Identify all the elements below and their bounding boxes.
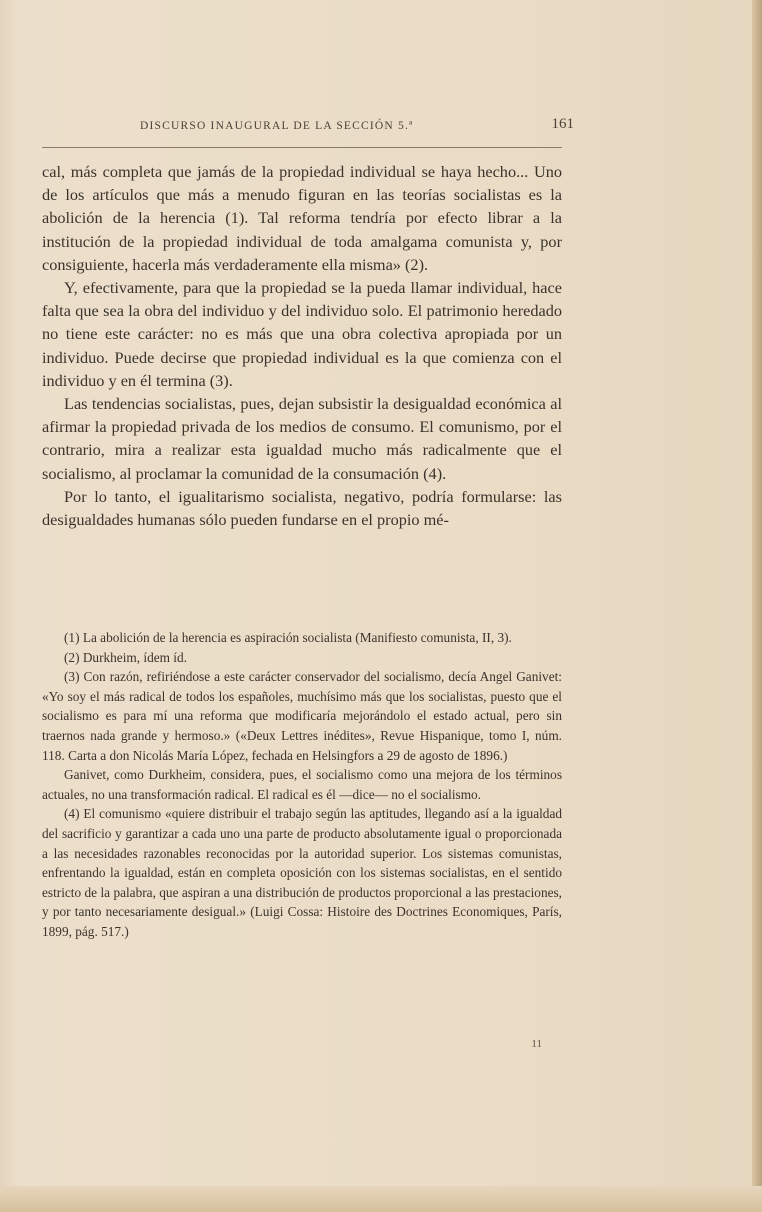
page-edge-right (752, 0, 762, 1212)
paragraph: cal, más completa que jamás de la propiedad individual se haya hecho... Uno de los artículos que más a menudo figuran en las teorías socialistas es la abolición de la herencia (1). Tal reforma tendría por efecto librar a la institución de la propiedad individual de toda amalgama comunista y, por consiguiente, hacerla más verdaderamente ella misma» (2). (42, 162, 562, 274)
footnote: (3) Con razón, refiriéndose a este carácter conservador del socialismo, decía Angel Ganivet: «Yo soy el más radical de todos los españoles, muchísimo más que los socialistas, puesto que el socialismo es para mí una reforma que modificaría mejorándolo el estado actual, pero sin traernos nada grande y hermoso.» («Deux Lettres inédites», Revue Hispanique, tomo I, núm. 118. Carta a don Nicolás María López, fechada en Helsingfors a 29 de agosto de 1896.) (42, 669, 562, 763)
paragraph: Y, efectivamente, para que la propiedad se la pueda llamar individual, hace falta que sea la obra del individuo y del individuo solo. El patrimonio heredado no tiene este carácter: no es más que una obra colectiva apropiada por un individuo. Puede decirse que propiedad individual es la que comienza con el individuo y en él termina (3). (42, 278, 562, 390)
running-header: DISCURSO INAUGURAL DE LA SECCIÓN 5.ª (140, 120, 414, 132)
paragraph: Las tendencias socialistas, pues, dejan subsistir la desigualdad económica al afirmar la propiedad privada de los medios de consumo. El comunismo, por el contrario, mira a realizar esta igualdad mucho más radicalmente que el socialismo, al proclamar la comunidad de la consumación (4). (42, 394, 562, 483)
main-text (42, 160, 562, 531)
footnote: (4) El comunismo «quiere distribuir el trabajo según las aptitudes, llegando así a la igualdad del sacrificio y garantizar a cada uno una parte de producto absolutamente igual o proporcionada a las necesidades razonables reconocidas por la autoridad superior. Los sistemas comunistas, enfrentando la igualdad, están en completa oposición con los sistemas socialistas, en el sentido estricto de la palabra, que aspiran a una distribución de productos proporcional a las prestaciones, y por tanto necesariamente desigual.» (Luigi Cossa: Histoire des Doctrines Economiques, París, 1899, pág. 517.) (42, 806, 562, 939)
page-edge-bottom (0, 1186, 762, 1212)
signature-mark: 11 (531, 1038, 542, 1050)
footnote: Ganivet, como Durkheim, considera, pues, el socialismo como una mejora de los términos actuales, no una transformación radical. El radical es él —dice— no el socialismo. (42, 767, 562, 802)
paragraph: Por lo tanto, el igualitarismo socialista, negativo, podría formularse: las desigualdades humanas sólo pueden fundarse en el propio mé- (42, 486, 562, 530)
footnote: (1) La abolición de la herencia es aspiración socialista (Manifiesto comunista, II, 3). (64, 630, 512, 645)
footnote: (2) Durkheim, ídem íd. (64, 649, 187, 665)
footnotes (42, 628, 562, 942)
header-rule (42, 147, 562, 148)
page-number: 161 (551, 116, 574, 132)
